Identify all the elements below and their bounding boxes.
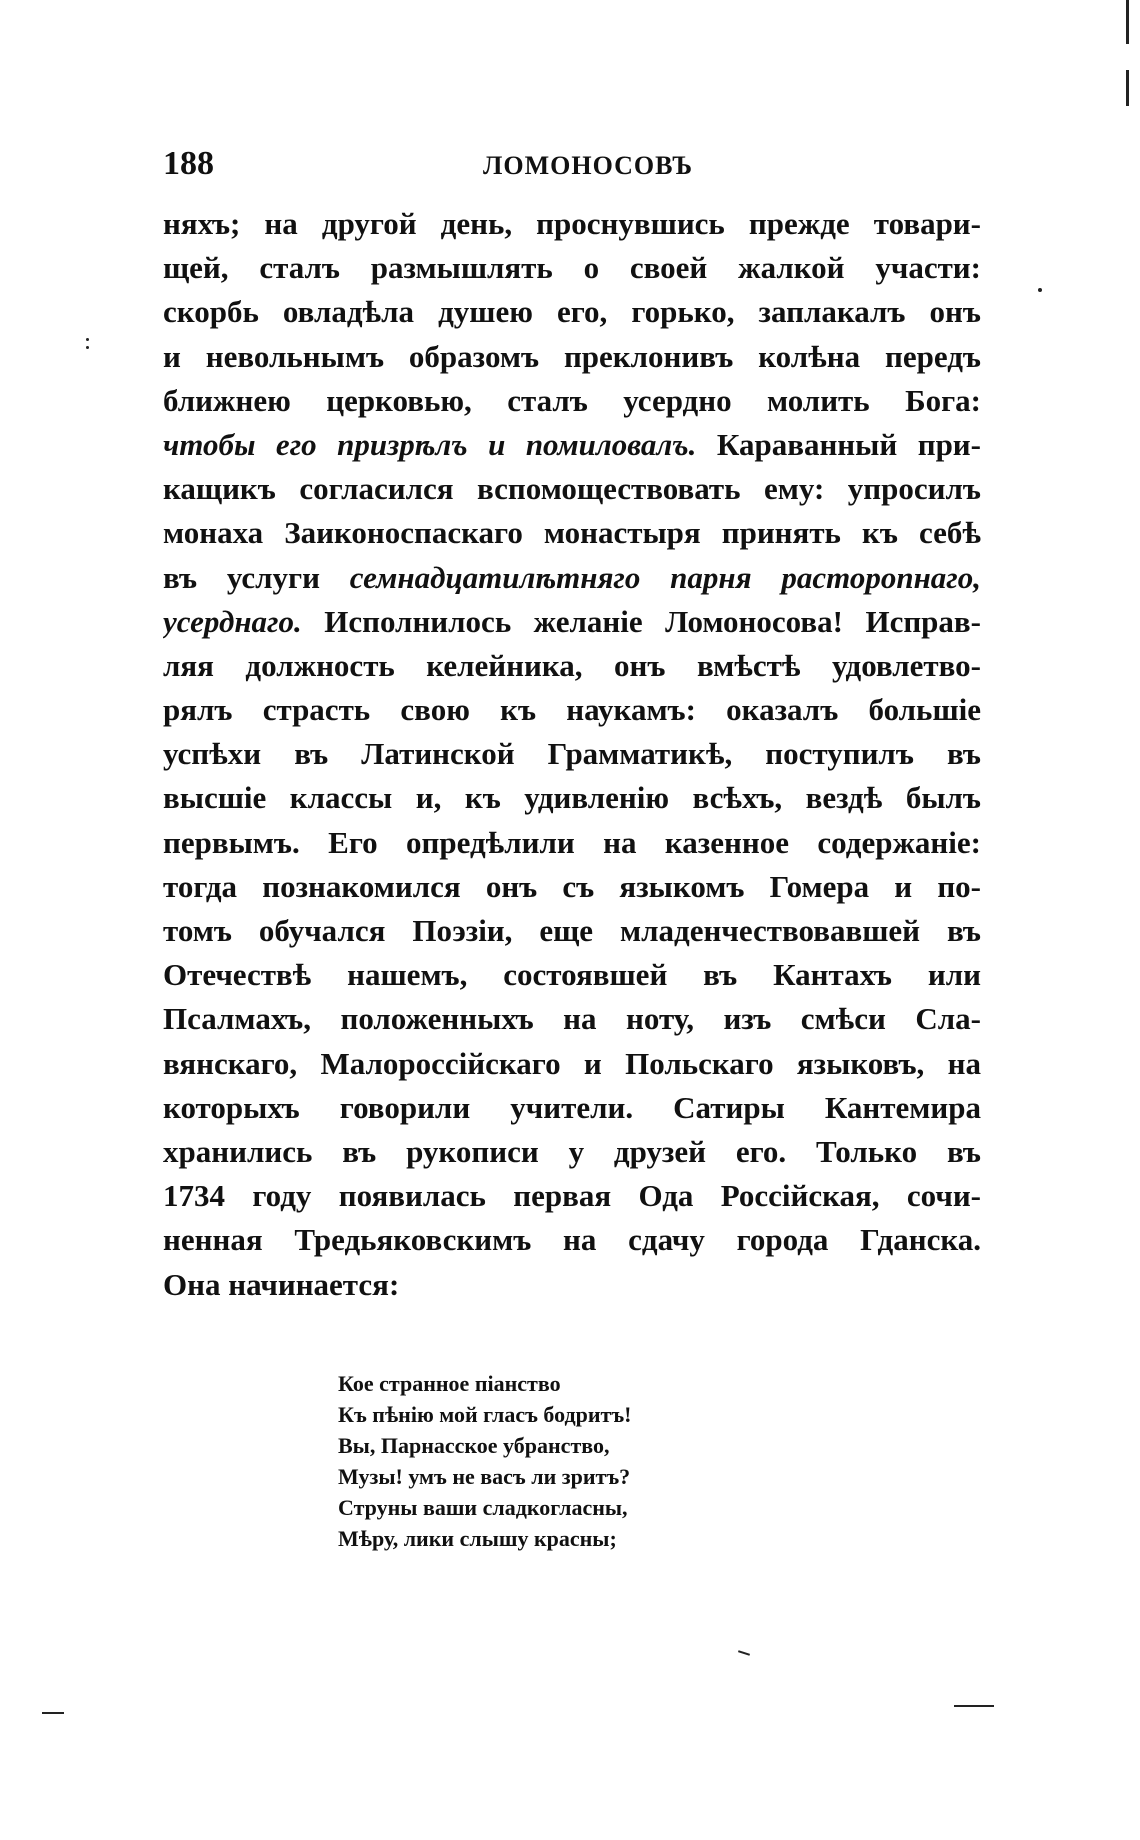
scan-speck bbox=[86, 338, 89, 341]
text-segment: высшіе классы и, къ удивленію всѣхъ, вездѣ былъ bbox=[163, 780, 981, 816]
text-segment: ближнею церковью, сталъ усердно молить Бога: bbox=[163, 382, 981, 418]
text-segment: щей, сталъ размышлять о своей жалкой участи: bbox=[163, 250, 981, 286]
text-segment: первымъ. Его опредѣлили на казенное содержаніе: bbox=[163, 824, 981, 860]
poem-line: Вы, Парнасское убранство, bbox=[338, 1433, 610, 1458]
text-line bbox=[163, 821, 981, 865]
scan-dash-mark bbox=[954, 1705, 994, 1707]
text-segment: монаха Заиконоспаскаго монастыря принять къ себѣ bbox=[163, 515, 981, 551]
text-line bbox=[163, 1263, 981, 1307]
scan-dash-mark bbox=[738, 1650, 750, 1656]
text-segment: скорбь овладѣла душею его, горько, заплакалъ онъ bbox=[163, 294, 981, 330]
text-segment: Она начинается: bbox=[163, 1266, 400, 1302]
text-line bbox=[163, 600, 981, 644]
text-line bbox=[163, 556, 981, 600]
text-line bbox=[163, 953, 981, 997]
text-line bbox=[163, 997, 981, 1041]
text-line bbox=[163, 1174, 981, 1218]
text-segment: хранились въ рукописи у друзей его. Только въ bbox=[163, 1133, 981, 1169]
text-line bbox=[163, 1218, 981, 1262]
text-line bbox=[163, 246, 981, 290]
text-segment: 1734 году появилась первая Ода Россійская, сочи- bbox=[163, 1178, 981, 1214]
text-line bbox=[163, 1086, 981, 1130]
text-segment: успѣхи въ Латинской Грамматикѣ, поступилъ въ bbox=[163, 736, 981, 772]
text-line bbox=[163, 467, 981, 511]
text-segment: въ услуги bbox=[163, 559, 350, 595]
italic-phrase: чтобы его призрѣлъ и помиловалъ. bbox=[163, 426, 697, 462]
text-segment: ненная Тредьяковскимъ на сдачу города Гданска. bbox=[163, 1222, 981, 1258]
italic-phrase: семнадцатилѣтняго парня расторопнаго, bbox=[349, 559, 981, 595]
italic-phrase: усерднаго. bbox=[163, 603, 302, 639]
text-segment: Отечествѣ нашемъ, состоявшей въ Кантахъ или bbox=[163, 957, 981, 993]
text-segment: тогда познакомился онъ съ языкомъ Гомера и по- bbox=[163, 868, 981, 904]
text-line bbox=[163, 688, 981, 732]
text-segment: Караванный при- bbox=[696, 426, 981, 462]
text-segment: томъ обучался Поэзіи, еще младенчествовавшей въ bbox=[163, 913, 981, 948]
scan-speck bbox=[86, 346, 89, 349]
running-head: ЛОМОНОСОВЪ bbox=[483, 151, 693, 180]
text-line bbox=[163, 644, 981, 688]
text-segment: Исполнилось желаніе Ломоносова! Исправ- bbox=[301, 603, 981, 639]
text-segment: няхъ; на другой день, проснувшись прежде товари- bbox=[163, 206, 981, 241]
text-line bbox=[163, 335, 981, 379]
poem-line: Музы! умъ не васъ ли зритъ? bbox=[338, 1464, 631, 1489]
text-segment: и невольнымъ образомъ преклонивъ колѣна передъ bbox=[163, 338, 981, 374]
text-line bbox=[163, 776, 981, 820]
poem-quotation bbox=[338, 1368, 738, 1554]
poem-line: Мѣру, лики слышу красны; bbox=[338, 1526, 617, 1551]
text-line bbox=[163, 732, 981, 776]
text-line bbox=[163, 1130, 981, 1174]
scan-speck bbox=[1038, 288, 1042, 292]
text-segment: вянскаго, Малороссійскаго и Польскаго языковъ, на bbox=[163, 1045, 981, 1081]
text-line bbox=[163, 290, 981, 334]
text-segment: Псалмахъ, положенныхъ на ноту, изъ смѣси Сла- bbox=[163, 1001, 981, 1037]
body-text bbox=[163, 202, 981, 1307]
text-line bbox=[163, 423, 981, 467]
text-segment: ляя должность келейника, онъ вмѣстѣ удовлетво- bbox=[163, 647, 981, 683]
scan-dash-mark bbox=[42, 1712, 64, 1714]
text-line bbox=[163, 865, 981, 909]
text-line bbox=[163, 202, 981, 246]
text-line bbox=[163, 511, 981, 555]
poem-line: Кое странное піанство bbox=[338, 1371, 561, 1396]
text-segment: которыхъ говорили учители. Сатиры Кантемира bbox=[163, 1089, 981, 1125]
scan-edge-mark bbox=[1126, 0, 1129, 44]
text-line bbox=[163, 909, 981, 953]
scan-edge-mark bbox=[1126, 70, 1129, 106]
page-number: 188 bbox=[163, 145, 214, 182]
page-header bbox=[163, 142, 983, 192]
text-line bbox=[163, 379, 981, 423]
poem-line: Струны ваши сладкогласны, bbox=[338, 1495, 628, 1520]
text-segment: кащикъ согласился вспомоществовать ему: упросилъ bbox=[163, 471, 981, 507]
poem-line: Къ пѣнію мой гласъ бодритъ! bbox=[338, 1402, 632, 1427]
text-line bbox=[163, 1042, 981, 1086]
text-segment: рялъ страсть свою къ наукамъ: оказалъ большіе bbox=[163, 692, 981, 728]
